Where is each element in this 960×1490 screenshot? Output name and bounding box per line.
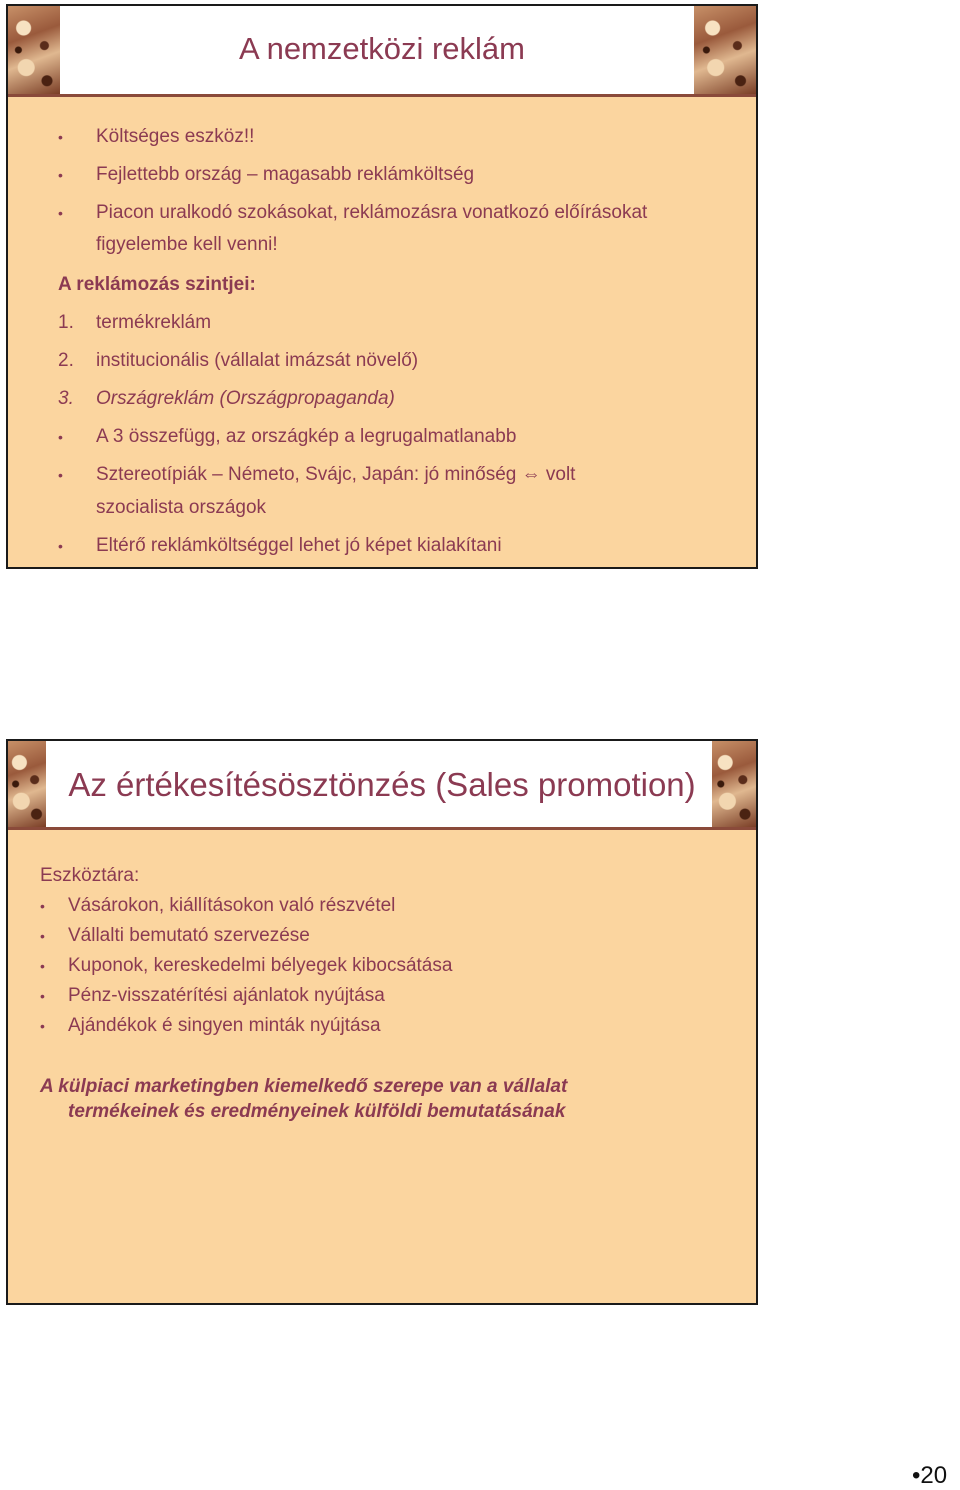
slide-1-line: A 3 összefügg, az országkép a legrugalmatlanabb — [96, 426, 517, 447]
bullet-icon: • — [40, 928, 45, 944]
toolkit-item: Kuponok, kereskedelmi bélyegek kibocsátása — [68, 955, 453, 976]
slide-2-header — [8, 741, 756, 827]
bullet-icon: • — [58, 429, 63, 445]
slide-2-title: Az értékesítésösztönzés (Sales promotion) — [68, 766, 696, 803]
bullet-icon: • — [58, 167, 63, 183]
slide-1-line: Piacon uralkodó szokásokat, reklámozásra vonatkozó előírásokat — [96, 202, 648, 223]
bullet-icon: • — [40, 898, 45, 914]
slide-1-line: Országreklám (Országpropaganda) — [96, 388, 395, 409]
slide-1-header — [8, 6, 756, 94]
toolkit-item: Vásárokon, kiállításokon való részvétel — [68, 895, 396, 916]
toolkit-item: Ajándékok é singyen minták nyújtása — [68, 1015, 381, 1036]
header-divider — [8, 827, 756, 830]
slide-1-line: institucionális (vállalat imázsát növelő) — [96, 350, 419, 371]
page-number: •20 — [912, 1462, 948, 1489]
bullet-icon: • — [58, 467, 63, 483]
bullet-icon: • — [58, 538, 63, 554]
toolkit-intro: Eszköztára: — [40, 865, 140, 886]
slide-1-line: Fejlettebb ország – magasabb reklámköltség — [96, 164, 475, 185]
bullet-icon: • — [40, 958, 45, 974]
bullet-icon: • — [40, 988, 45, 1004]
slide-1-title: A nemzetközi reklám — [239, 31, 525, 66]
slide-1-line: Sztereotípiák – Németo, Svájc, Japán: jó minőség ⇔ volt — [96, 464, 576, 485]
slide-1-line: Eltérő reklámköltséggel lehet jó képet kialakítani — [96, 535, 502, 556]
bullet-icon: • — [58, 129, 63, 145]
list-number: 1. — [58, 312, 74, 333]
emphasis-statement-line-2: termékeinek és eredményeinek külföldi bemutatásának — [68, 1101, 566, 1122]
toolkit-item: Pénz-visszatérítési ajánlatok nyújtása — [68, 985, 385, 1006]
bullet-icon: • — [58, 205, 63, 221]
list-number: 3. — [58, 388, 74, 409]
slide-1-line: termékreklám — [96, 312, 212, 333]
slide-1-line: szocialista országok — [96, 497, 267, 518]
emphasis-statement-line-1: A külpiaci marketingben kiemelkedő szerepe van a vállalat — [40, 1076, 568, 1097]
bullet-icon: • — [40, 1018, 45, 1034]
slide-2 — [6, 739, 758, 1305]
reklam-levels-heading: A reklámozás szintjei: — [58, 274, 256, 295]
list-number: 2. — [58, 350, 74, 371]
header-divider — [8, 94, 756, 97]
toolkit-item: Vállalti bemutató szervezése — [68, 925, 310, 946]
slide-1 — [6, 4, 758, 569]
slide-1-line: figyelembe kell venni! — [96, 234, 278, 255]
slide-1-line: Költséges eszköz!! — [96, 126, 255, 147]
